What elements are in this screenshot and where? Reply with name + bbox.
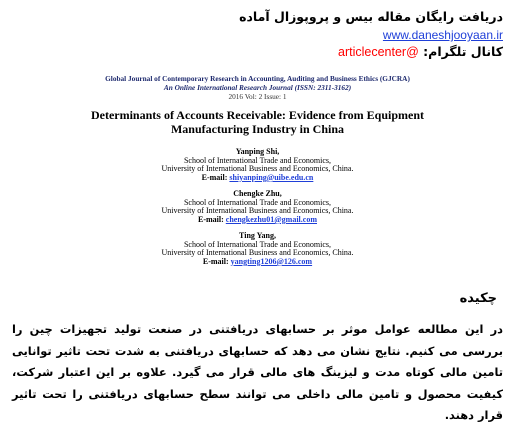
- journal-subtitle: An Online International Research Journal (ISSN: 2311-3162): [163, 83, 352, 92]
- journal-name: Global Journal of Contemporary Research in Accounting, Auditing and Business Ethics (GJCRA): [105, 74, 410, 83]
- email-label: E-mail:: [201, 172, 228, 182]
- author-name: Chengke Zhu,: [233, 189, 282, 198]
- paper-title-line-1: Determinants of Accounts Receivable: Evidence from Equipment: [90, 108, 425, 122]
- website-link[interactable]: www.daneshjooyaan.ir: [382, 28, 503, 42]
- paper-title: [0, 108, 515, 136]
- author-affiliation: School of International Trade and Economics,: [183, 239, 332, 249]
- author-email-link[interactable]: yangting1206@126.com: [230, 256, 313, 266]
- channel-handle[interactable]: @articlecenter: [338, 45, 419, 59]
- author-name: Yanping Shi,: [235, 147, 280, 156]
- abstract-body: در این مطالعه عوامل موثر بر حسابهای دریافتنی در صنعت تولید تجهیزات چین را بررسی می کنیم. نتایج نشان می دهد که حسابهای دریافتنی به شدت تحت تاثیر توانایی تامین مالی کوتاه مدت و لیزینگ های مالی قرار می گیرد. علاوه بر این اعتبار شرکت، کیفیت محصول و تامین مالی داخلی می توانند سطح حسابهای دریافتنی را تحت تاثیر قرار دهند.: [12, 322, 503, 422]
- author-block: [0, 190, 515, 224]
- author-email-link[interactable]: chengkezhu01@gmail.com: [225, 214, 317, 224]
- telegram-channel-row: [338, 44, 503, 59]
- paper-title-line-2: Manufacturing Industry in China: [170, 122, 345, 136]
- email-label: E-mail:: [198, 214, 224, 224]
- author-affiliation: School of International Trade and Economics,: [183, 197, 332, 207]
- author-affiliation: School of International Trade and Economics,: [183, 155, 332, 165]
- author-email-row: [0, 258, 515, 267]
- author-block: [0, 232, 515, 266]
- author-name: Ting Yang,: [239, 231, 276, 240]
- journal-issue: 2016 Vol: 2 Issue: 1: [228, 92, 287, 101]
- author-email-row: [0, 174, 515, 183]
- author-email-link[interactable]: shiyanping@uibe.edu.cn: [229, 172, 314, 182]
- author-university: University of International Business and Economics, China.: [161, 206, 354, 216]
- abstract-heading: چکیده: [459, 291, 497, 306]
- author-university: University of International Business and Economics, China.: [161, 248, 354, 258]
- email-label: E-mail:: [202, 256, 229, 266]
- author-block: [0, 148, 515, 182]
- author-university: University of International Business and Economics, China.: [161, 164, 354, 174]
- channel-label: کانال تلگرام:: [423, 44, 503, 59]
- author-email-row: [0, 216, 515, 225]
- promo-title: دریافت رایگان مقاله بیس و پروپوزال آماده: [239, 9, 503, 24]
